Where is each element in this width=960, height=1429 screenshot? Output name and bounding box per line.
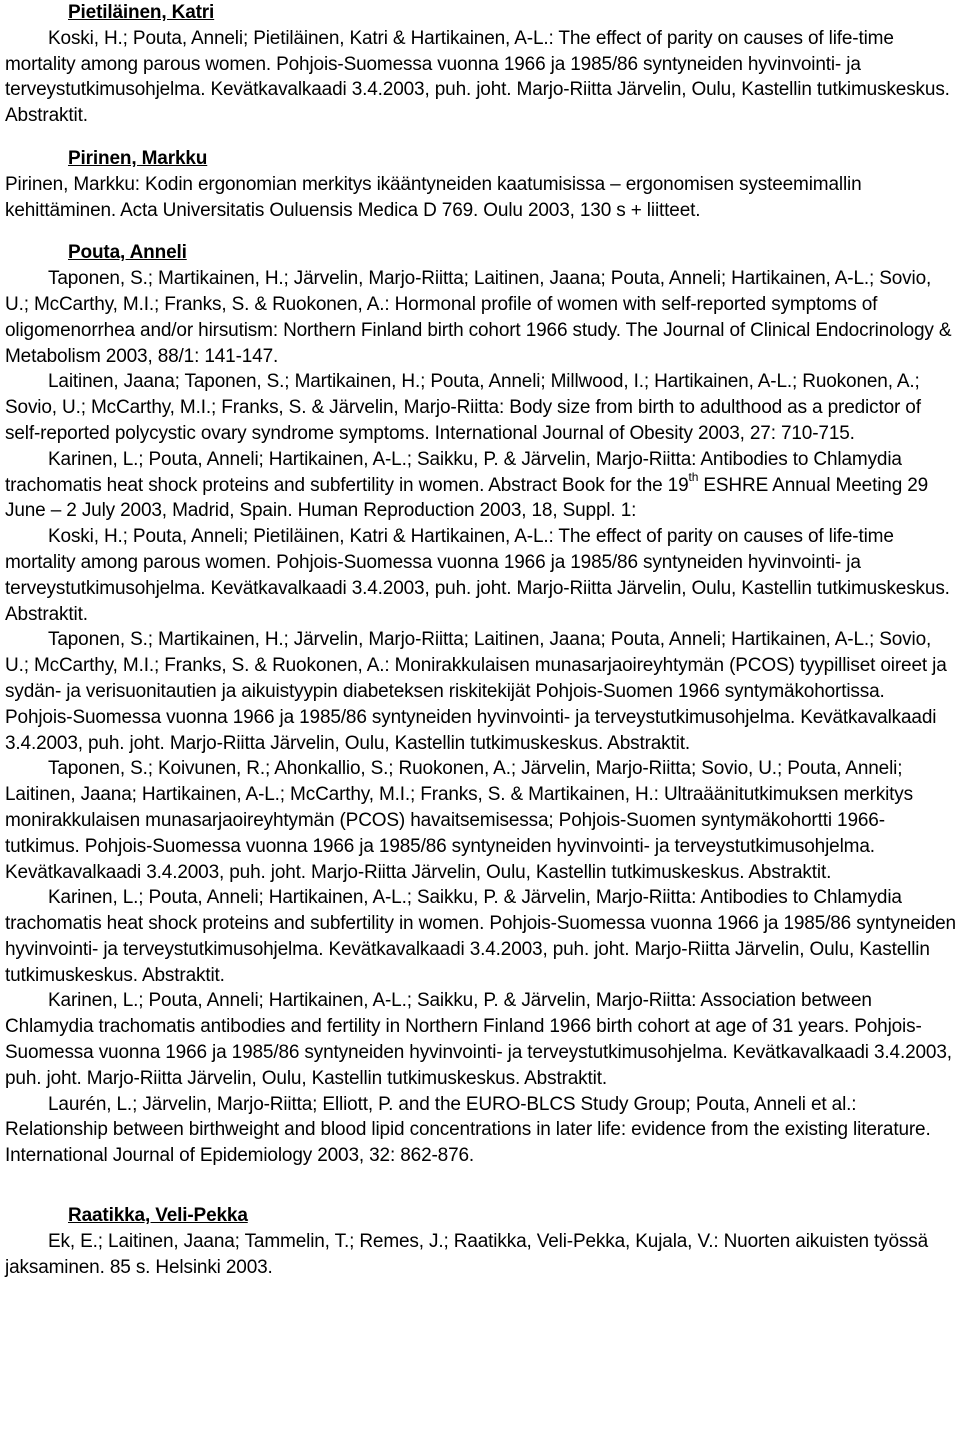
publication-entry: Ek, E.; Laitinen, Jaana; Tammelin, T.; Remes, J.; Raatikka, Veli-Pekka, Kujala, V.: Nuorten aikuisten työssä jaksaminen. 85 s. Helsinki 2003. xyxy=(5,1230,929,1278)
section-pietilainen xyxy=(5,0,957,129)
section-pirinen xyxy=(5,146,957,223)
author-heading: Pirinen, Markku xyxy=(68,147,208,169)
author-heading: Pietiläinen, Katri xyxy=(68,2,215,23)
publication-entry: Laitinen, Jaana; Taponen, S.; Martikainen, H.; Pouta, Anneli; Millwood, I.; Hartikainen, A-L.; Ruokonen, A.; Sovio, U.; McCarthy, M.I.; Franks, S. & Järvelin, Marjo-Riitta: Body size from birth to adulthood as a predictor of self-reported polycystic ovary syndrome symptoms. International Journal of Obesity 2003, 27: 710-715. xyxy=(5,371,921,444)
publication-entry: Koski, H.; Pouta, Anneli; Pietiläinen, Katri & Hartikainen, A-L.: The effect of parity on causes of life-time mortality among parous women. Pohjois-Suomessa vuonna 1966 ja 1985/86 syntyneiden hyvinvointi- ja terveystutkimusohjelma. Kevätkavalkaadi 3.4.2003, puh. joht. Marjo-Riitta Järvelin, Oulu, Kastellin tutkimuskeskus. Abstraktit. xyxy=(5,526,950,625)
entry-text: ESHRE Annual Meeting 29 June – 2 July 2003, Madrid, Spain. Human Reproduction 2003, 18, Suppl. 1: xyxy=(5,474,929,522)
publication-entry: Taponen, S.; Martikainen, H.; Järvelin, Marjo-Riitta; Laitinen, Jaana; Pouta, Anneli; Hartikainen, A-L.; Sovio, U.; McCarthy, M.I.; Franks, S. & Ruokonen, A.: Monirakkulaisen munasarjaoireyhtymän (PCOS) tyypilliset oireet ja sydän- ja verisuonitautien ja aikuistyypin diabeteksen riskitekijät Pohjois-Suomen 1966 syntymäkohortissa. Pohjois-Suomessa vuonna 1966 ja 1985/86 syntyneiden hyvinvointi- ja terveystutkimusohjelma. Kevätkavalkaadi 3.4.2003, puh. joht. Marjo-Riitta Järvelin, Oulu, Kastellin tutkimuskeskus. Abstraktit. xyxy=(5,629,947,754)
publication-entry: Taponen, S.; Koivunen, R.; Ahonkallio, S.; Ruokonen, A.; Järvelin, Marjo-Riitta; Sovio, U.; Pouta, Anneli; Laitinen, Jaana; Hartikainen, A-L.; McCarthy, M.I.; Franks, S. & Martikainen, H.: Ultraäänitutkimuksen merkitys monirakkulaisen munasarjaoireyhtymän (PCOS) havaitsemisessa; Pohjois-Suomen syntymäkohortti 1966-tutkimus. Pohjois-Suomessa vuonna 1966 ja 1985/86 syntyneiden hyvinvointi- ja terveystutkimusohjelma. Kevätkavalkaadi 3.4.2003, puh. joht. Marjo-Riitta Järvelin, Oulu, Kastellin tutkimuskeskus. Abstraktit. xyxy=(5,758,914,883)
publication-entry: Pirinen, Markku: Kodin ergonomian merkitys ikääntyneiden kaatumisissa – ergonomisen systeemimallin kehittäminen. Acta Universitatis Ouluensis Medica D 769. Oulu 2003, 130 s + liitteet. xyxy=(5,173,862,221)
publication-entry: Laurén, L.; Järvelin, Marjo-Riitta; Elliott, P. and the EURO-BLCS Study Group; Pouta, Anneli et al.: Relationship between birthweight and blood lipid concentrations in later life: evidence from the existing literature. International Journal of Epidemiology 2003, 32: 862-876. xyxy=(5,1093,931,1167)
publication-entry xyxy=(5,447,957,524)
document-page xyxy=(5,0,957,1280)
publication-entry: Taponen, S.; Martikainen, H.; Järvelin, Marjo-Riitta; Laitinen, Jaana; Pouta, Anneli; Hartikainen, A-L.; Sovio, U.; McCarthy, M.I.; Franks, S. & Ruokonen, A.: Hormonal profile of women with self-reported symptoms of oligomenorrhea and/or hirsutism: Northern Finland birth cohort 1966 study. The Journal of Clinical Endocrinology & Metabolism 2003, 88/1: 141-147. xyxy=(5,268,952,367)
author-heading: Raatikka, Veli-Pekka xyxy=(68,1205,248,1227)
publication-entry: Koski, H.; Pouta, Anneli; Pietiläinen, Katri & Hartikainen, A-L.: The effect of parity on causes of life-time mortality among parous women. Pohjois-Suomessa vuonna 1966 ja 1985/86 syntyneiden hyvinvointi- ja terveystutkimusohjelma. Kevätkavalkaadi 3.4.2003, puh. joht. Marjo-Riitta Järvelin, Oulu, Kastellin tutkimuskeskus. Abstraktit. xyxy=(5,27,950,127)
publication-entry: Karinen, L.; Pouta, Anneli; Hartikainen, A-L.; Saikku, P. & Järvelin, Marjo-Riitta: Antibodies to Chlamydia trachomatis heat shock proteins and subfertility in women. Pohjois-Suomessa vuonna 1966 ja 1985/86 syntyneiden hyvinvointi- ja terveystutkimusohjelma. Kevätkavalkaadi 3.4.2003, puh. joht. Marjo-Riitta Järvelin, Oulu, Kastellin tutkimuskeskus. Abstraktit. xyxy=(5,887,956,986)
author-heading: Pouta, Anneli xyxy=(68,242,187,264)
publication-entry: Karinen, L.; Pouta, Anneli; Hartikainen, A-L.; Saikku, P. & Järvelin, Marjo-Riitta: Association between Chlamydia trachomatis antibodies and fertility in Northern Finland 1966 birth cohort at age of 31 years. Pohjois-Suomessa vuonna 1966 ja 1985/86 syntyneiden hyvinvointi- ja terveystutkimusohjelma. Kevätkavalkaadi 3.4.2003, puh. joht. Marjo-Riitta Järvelin, Oulu, Kastellin tutkimuskeskus. Abstraktit. xyxy=(5,990,952,1089)
section-raatikka xyxy=(5,1203,957,1280)
entry-text: Karinen, L.; Pouta, Anneli; Hartikainen, A-L.; Saikku, P. & Järvelin, Marjo-Riitta: Antibodies to Chlamydia trachomatis heat shock proteins and subfertility in women. Abstract Book for the 19 xyxy=(5,448,902,496)
ordinal-superscript: th xyxy=(688,470,699,485)
section-pouta xyxy=(5,240,957,1169)
